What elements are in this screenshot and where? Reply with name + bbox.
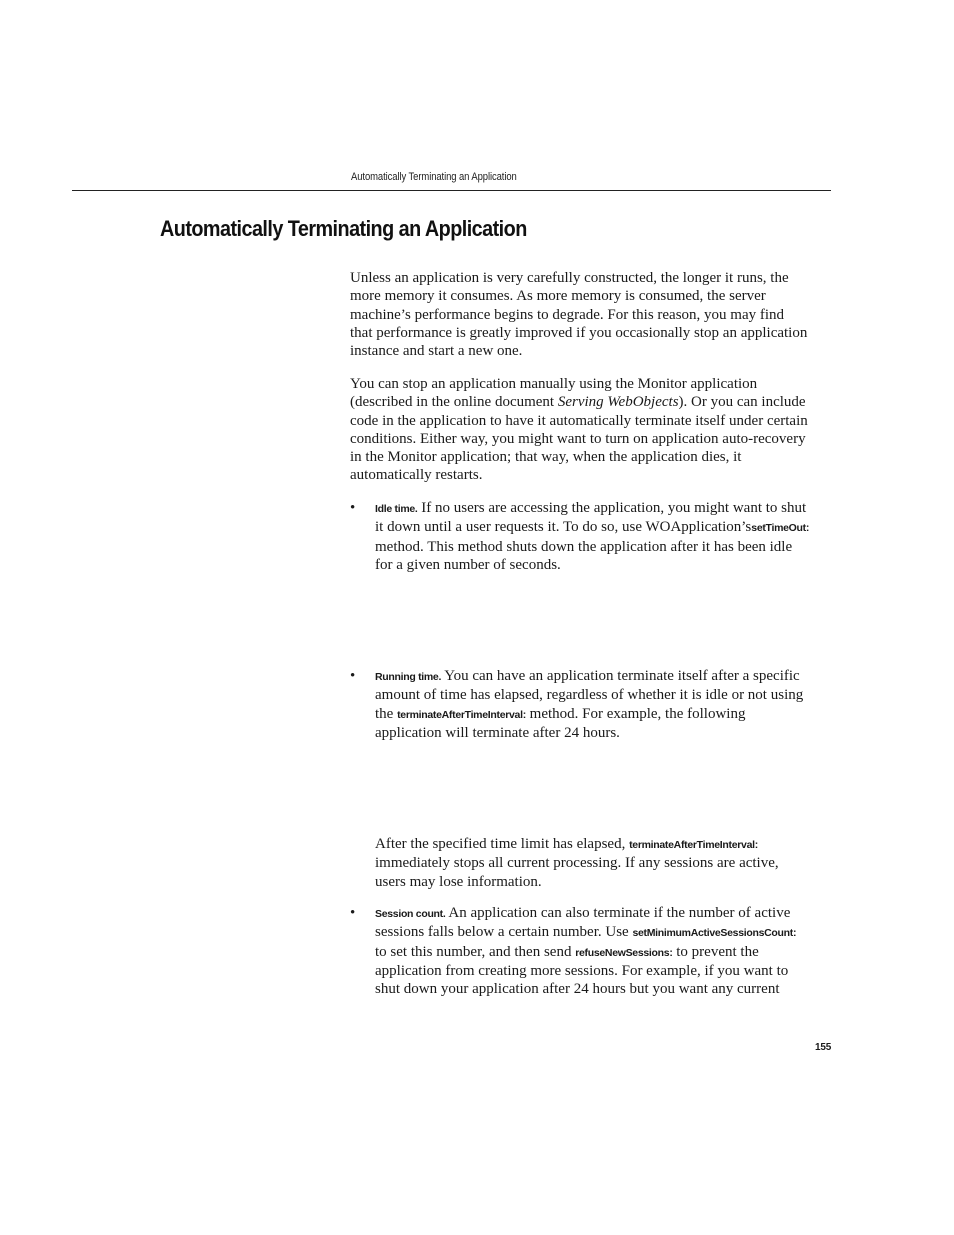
text-run: to prevent the application from creating more sessions. For example, if you want to shut down your application after 24 hours but you want any current bbox=[375, 943, 789, 998]
paragraph-after-limit bbox=[375, 835, 810, 891]
text-run: method. For example, the following application will terminate after 24 hours. bbox=[375, 705, 746, 741]
bullet-idle-time bbox=[350, 499, 810, 574]
paragraph-intro bbox=[350, 269, 810, 360]
bullet-symbol: • bbox=[350, 905, 356, 921]
code-term: setTimeOut: bbox=[751, 522, 810, 535]
bullet-symbol: • bbox=[350, 500, 356, 516]
code-term: terminateAfterTimeInterval: bbox=[397, 708, 526, 721]
paragraph-monitor bbox=[350, 375, 810, 485]
header-rule bbox=[72, 190, 831, 191]
bullet-session-count bbox=[350, 904, 810, 998]
text-run: method. This method shuts down the application after it has been idle for a given number of seconds. bbox=[375, 538, 793, 573]
section-title: Automatically Terminating an Application bbox=[160, 216, 527, 241]
bullet-symbol: • bbox=[350, 668, 356, 684]
running-head: Automatically Terminating an Application bbox=[351, 171, 517, 183]
bullet-lead: Session count. bbox=[375, 908, 446, 920]
paragraph-text: Unless an application is very carefully constructed, the longer it runs, the more memory it consumes. As more memory is consumed, the server machine’s performance begins to degrade. For this reason, you may find that performance is greatly improved if you occasionally stop an application instance and start a new one. bbox=[350, 270, 808, 360]
bullet-lead: Running time. bbox=[375, 671, 442, 683]
code-term: refuseNewSessions: bbox=[575, 946, 673, 959]
bullet-running-time bbox=[350, 667, 810, 742]
text-run: You can stop an application manually using the Monitor application (described in the online document bbox=[350, 376, 758, 411]
bullet-content bbox=[375, 904, 810, 998]
text-run: An application can also terminate if the number of active sessions falls below a certain number. Use bbox=[375, 905, 791, 941]
text-run: If no users are accessing the application, you might want to shut it down until a user requests it. To do so, use WOApplication’s bbox=[375, 500, 807, 536]
bullet-content bbox=[375, 667, 810, 742]
paragraph-text bbox=[350, 375, 810, 485]
text-run: You can have an application terminate itself after a specific amount of time has elapsed, regardless of whether it is idle or not using the bbox=[375, 668, 804, 722]
text-run: to set this number, and then send bbox=[375, 943, 576, 960]
text-run: immediately stops all current processing. If any sessions are active, users may lose information. bbox=[375, 855, 779, 890]
code-term: terminateAfterTimeInterval: bbox=[629, 839, 758, 851]
bullet-lead: Idle time. bbox=[375, 503, 418, 515]
text-run: ). Or you can include code in the application to have it automatically terminate itself under certain conditions. Either way, you might want to turn on application auto-recovery in the Monitor application; that way, when the application dies, it automatically restarts. bbox=[350, 394, 808, 484]
text-run: After the specified time limit has elapsed, bbox=[375, 836, 630, 852]
bullet-content bbox=[375, 499, 810, 574]
code-term: setMinimumActiveSessionsCount: bbox=[632, 927, 797, 940]
page-number: 155 bbox=[815, 1042, 832, 1053]
document-title: Serving WebObjects bbox=[557, 394, 679, 411]
